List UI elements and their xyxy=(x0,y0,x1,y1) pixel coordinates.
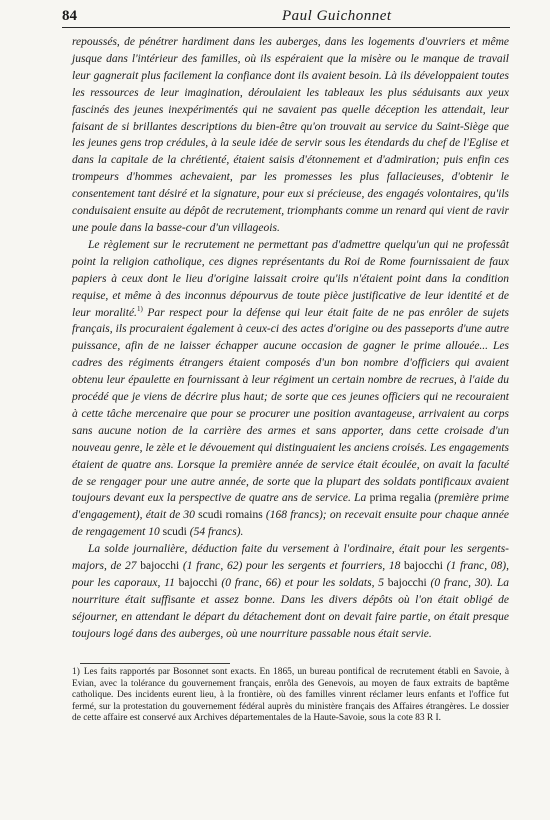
paragraph-2-text-after: Par respect pour la défense qui leur était faite de ne pas enrôler de sujets français, ils procuraient également à ceux-ci des actes d'origine ou des passeports d'une autre puissance, afin de ne laisser échapper aucune occasion de gagner le prime allouée... Les cadres des régiments étrangers étaient composés d'un bon nombre d'officiers qui avaient obtenu leur épaulette en fournissant à leur régiment un certain nombre de recrues, à l'aide du procédé que je viens de décrire plus haut; de sorte que ces jeunes officiers qui ne recouraient à cette tâche mercenaire que pour se procurer une position avantageuse, arrivaient au corps sans aucune notion de la carrière des armes et sans apporter, dans cette croisade d'un nouveau genre, le zèle et le dévouement qui distinguaient les anciens croisés. Les engagements étaient de quatre ans. Lorsque la première année de service était écoulée, on avait la faculté de se rengager pour une autre année, de sorte que la plupart des soldats pontificaux avaient toujours devant eux la perspective de quatre ans de service. La xyxy=(72,306,510,505)
footnote-text: Les faits rapportés par Bosonnet sont exacts. En 1865, un bureau pontifical de recrutement établi en Savoie, à Evian, avec la tolérance du gouvernement français, enrôla des Genevois, au moyen de faux extraits de baptême catholique. Des incidents eurent lieu, à la frontière, où des familles vinrent réclamer leurs enfants et l'office fut fermé, sur la protestation du gouvernement fédéral auprès du ministère français des Affaires étrangères. Le dossier de cette affaire est conservé aux Archives départementales de la Haute-Savoie, sous la cote 83 R I. xyxy=(72,667,509,724)
paragraph-1 xyxy=(72,34,509,237)
footnote-rule xyxy=(80,663,230,664)
paragraph-2-text-3: (168 francs); on recevait ensuite pour chaque année de rengagement 10 xyxy=(72,509,510,539)
paragraph-2-upright-1: prima regalia xyxy=(369,492,432,505)
paragraph-1-text: repoussés, de pénétrer hardiment dans les auberges, dans les logements d'ouvriers et même jusque dans l'intérieur des familles, où ils espéraient que la misère ou le manque de travail leur gagnerait plus facilement la confiance dont ils avaient besoin. Là ils développaient toutes les ressources de leur imagination, déroulaient les tableaux les plus séduisants aux yeux fascinés des jeunes inexpérimentés qui ne savaient pas quelle déception les attendait, leur faisant de si brillantes descriptions du bien-être qu'on trouvait au service du Saint-Siège que les jeunes gens trop crédules, à la seule idée de servir sous les étendards du chef de l'Eglise et dans la capitale de la chrétienté, étaient saisis d'étonnement et d'admiration; puis enfin ces trompeurs d'hommes achevaient, par les promesses les plus fallacieuses, d'obtenir le consentement tant désiré et la signature, pour eux si précieuse, des engagés volontaires, qu'ils conduisaient ensuite au dépôt de recrutement, triomphants comme un renard qui vient de ravir une poule dans la basse-cour d'un villageois. xyxy=(72,36,509,234)
paragraph-2-upright-3: scudi xyxy=(162,526,187,539)
running-title: Paul Guichonnet xyxy=(282,8,392,24)
paragraph-3-text-4: (0 franc, 66) et pour les soldats, 5 xyxy=(217,577,388,589)
paragraph-2-upright-2: scudi romains xyxy=(198,509,263,522)
paragraph-3-text-3: (1 franc, 08), pour les caporaux, 11 xyxy=(72,560,509,589)
paragraph-3 xyxy=(72,541,509,642)
paragraph-3-text-2: (1 franc, 62) pour les sergents et fourriers, 18 xyxy=(179,560,405,573)
page-number: 84 xyxy=(62,8,77,24)
paragraph-3-upright-4: bajocchi xyxy=(387,577,427,589)
footnote xyxy=(72,667,509,725)
paragraph-3-upright-1: bajocchi xyxy=(140,560,180,573)
footnote-mark: 1) xyxy=(72,667,80,677)
header-rule xyxy=(62,27,510,28)
paragraph-2-text-2: (première prime d'engagement), était de 30 xyxy=(72,492,509,522)
paragraph-3-upright-2: bajocchi xyxy=(404,560,443,573)
page-header xyxy=(62,4,510,26)
paragraph-2 xyxy=(72,237,509,541)
paragraph-2-text: Le règlement sur le recrutement ne permettant pas d'admettre quelqu'un qui ne professât point la religion catholique, ces dignes représentants du Roi de Rome fournissaient de faux papiers à ceux dont le lieu d'origine laissait croire qu'ils n'étaient point dans la condition requise, et même à des inconnus dépourvus de toute pièce justificative de leur identité et de leur moralité. xyxy=(72,238,509,319)
paragraph-3-text-5: (0 franc, 30). La nourriture était suffisante et assez bonne. Dans les divers dépôts où l'on était obligé de séjourner, en attendant le départ du détachement dont on devait faire partie, on était presque toujours logé dans des auberges, où une nourriture passable nous était servie. xyxy=(72,577,509,640)
footnote-reference: 1) xyxy=(136,304,143,313)
paragraph-3-upright-3: bajocchi xyxy=(178,577,218,589)
body-text xyxy=(72,34,509,643)
paragraph-2-text-4: (54 francs). xyxy=(186,526,244,539)
paragraph-3-text: La solde journalière, déduction faite du versement à l'ordinaire, était pour les sergents-majors, de 27 xyxy=(72,543,509,573)
